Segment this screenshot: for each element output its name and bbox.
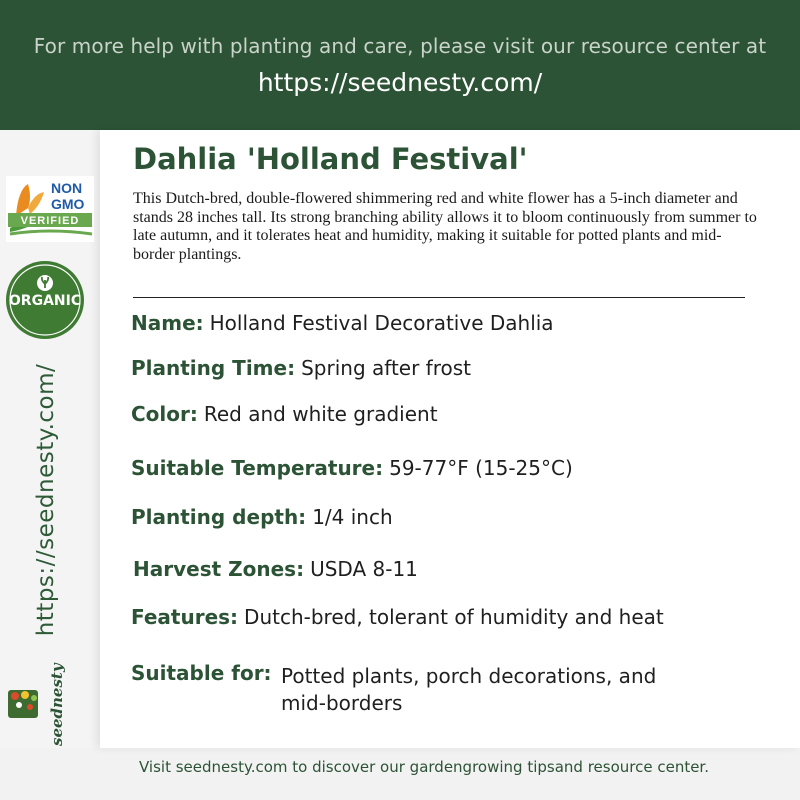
svg-text:seednesty: seednesty	[48, 663, 66, 746]
spec-value: 59-77°F (15-25°C)	[389, 456, 573, 480]
banner-help-text: For more help with planting and care, please visit our resource center at	[33, 34, 767, 58]
spec-value: Red and white gradient	[203, 402, 438, 426]
spec-value: USDA 8-11	[310, 557, 418, 581]
spec-row-suitable-for	[131, 661, 272, 685]
product-title: Dahlia 'Holland Festival'	[133, 142, 528, 176]
non-gmo-verified-badge-icon	[6, 176, 94, 242]
svg-text:ORGANIC: ORGANIC	[8, 293, 82, 309]
spec-label: Planting Time:	[131, 356, 296, 380]
spec-value-line: Potted plants, porch decorations, and	[281, 664, 657, 688]
divider	[133, 297, 745, 298]
spec-row-features	[131, 605, 664, 629]
spec-value-suitable-for	[281, 663, 656, 717]
product-description: This Dutch-bred, double-flowered shimmering red and white flower has a 5-inch diameter and stands 28 inches tall. Its strong branching ability allows it to bloom continuously from summer to late autumn, and it tolerates heat and humidity, making it suitable for potted plants and mid-border plantings.	[133, 190, 757, 263]
banner-url-link[interactable]: https://seednesty.com/	[257, 68, 543, 97]
spec-label: Harvest Zones:	[133, 557, 305, 581]
spec-value-line: mid-borders	[281, 691, 403, 715]
spec-label: Name:	[131, 311, 204, 335]
organic-badge-icon	[5, 260, 85, 340]
spec-row-planting-time	[131, 356, 471, 380]
spec-value: Holland Festival Decorative Dahlia	[209, 311, 554, 335]
svg-text:VERIFIED: VERIFIED	[20, 215, 80, 227]
spec-value: Dutch-bred, tolerant of humidity and heat	[244, 605, 664, 629]
seednesty-logo-icon	[6, 660, 76, 750]
spec-label: Color:	[131, 402, 198, 426]
footer-text: Visit seednesty.com to discover our gardengrowing tipsand resource center.	[139, 758, 709, 776]
spec-label: Planting depth:	[131, 505, 307, 529]
spec-row-color	[131, 402, 438, 426]
spec-value: 1/4 inch	[312, 505, 393, 529]
spec-row-name	[131, 311, 554, 335]
spec-row-planting-depth	[131, 505, 393, 529]
spec-label: Suitable Temperature:	[131, 456, 384, 480]
spec-label: Features:	[131, 605, 239, 629]
top-banner	[0, 0, 800, 130]
spec-value: Spring after frost	[301, 356, 471, 380]
spec-label: Suitable for:	[131, 661, 272, 685]
svg-text:GMO: GMO	[51, 196, 85, 212]
spec-row-temperature	[131, 456, 573, 480]
vertical-url-text: https://seednesty.com/	[33, 363, 59, 637]
svg-text:NON: NON	[51, 180, 83, 196]
spec-row-harvest-zones	[133, 557, 418, 581]
